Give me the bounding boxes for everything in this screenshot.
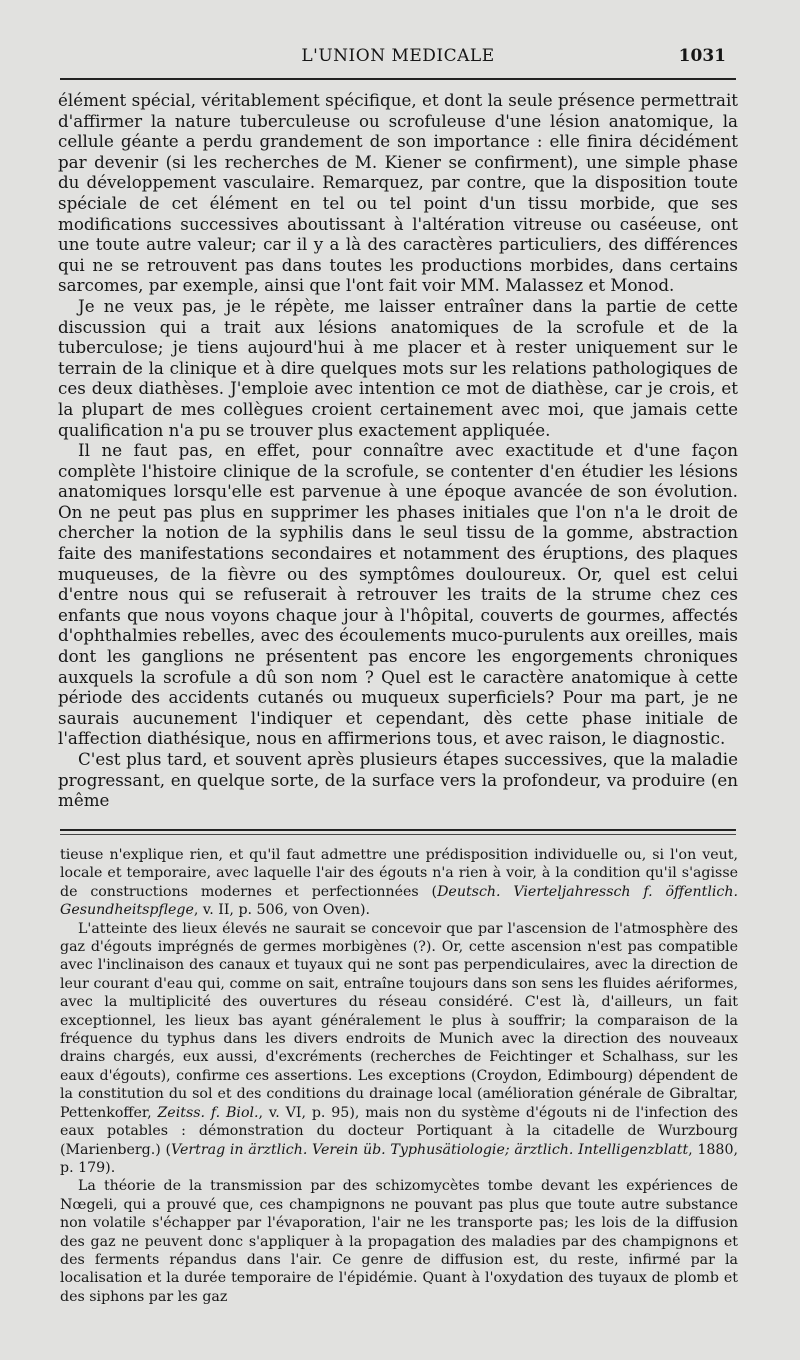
footnotes — [60, 846, 738, 1306]
footnote-rule-thin — [60, 834, 736, 835]
paragraph: Il ne faut pas, en effet, pour connaître avec exactitude et d'une façon complète l'histoire clinique de la scrofule, se contenter d'en étudier les lésions anatomiques lorsqu'elle est parvenue à une époque avancée de son évolution. On ne peut pas plus en supprimer les phases initiales que l'on n'a le droit de chercher la notion de la syphilis dans le seul tissu de la gomme, abstraction faite des manifestations secondaires et notamment des éruptions, des plaques muqueuses, de la fièvre ou des symptômes douloureux. Or, quel est celui d'entre nous qui se refuserait à retrouver les traits de la strume chez ces enfants que nous voyons chaque jour à l'hôpital, couverts de gourmes, affectés d'ophthalmies rebelles, avec des écoulements muco-purulents aux oreilles, mais dont les ganglions ne présentent pas encore les engorgements chroniques auxquels la scrofule a dû son nom ? Quel est le caractère anatomique à cette période des accidents cutanés ou muqueux superficiels? Pour ma part, je ne saurais aucunement l'indiquer et cependant, dès cette phase initiale de l'affection diathésique, nous en affirmerions tous, et avec raison, le diagnostic. — [58, 440, 738, 749]
footnote-text: tieuse n'explique rien, et qu'il faut admettre une prédisposition individuelle ou, si l'on veut, locale et temporaire, avec laquelle l'air des égouts n'a rien à voir, à la condition qu'il s'agisse de constructions modernes et perfectionnées ( — [60, 847, 738, 900]
footnote-text: La théorie de la transmission par des schizomycètes tombe devant les expériences de Nœgeli, qui a prouvé que, ces champignons ne pouvant pas plus que toute autre substance non volatile s'échapper par l'évaporation, l'air ne les transporte pas; les lois de la diffusion des gaz ne peuvent donc s'appliquer à la propagation des maladies par des champignons et des ferments répandus dans l'air. Ce genre de diffusion est, du reste, infirmé par la localisation et la durée temporaire de l'épidémie. Quant à l'oxydation des tuyaux de plomb et des siphons par les gaz — [60, 1178, 738, 1305]
footnote-text: , 1880, p. 179). — [60, 1141, 738, 1176]
footnote-paragraph — [60, 1177, 738, 1306]
footnote-text: , v. II, p. 506, von Oven). — [193, 902, 371, 919]
journal-title: L'UNION MEDICALE — [301, 46, 495, 66]
page-number: 1031 — [678, 46, 726, 66]
main-text — [58, 90, 738, 811]
citation-title: Zeitss. f. Biol. — [157, 1104, 259, 1121]
citation-title: Vertrag in ärztlich. Verein üb. Typhusätiologie; ärztlich. Intelligenzblatt — [171, 1141, 689, 1158]
running-head — [60, 46, 736, 76]
footnote-rule — [60, 829, 736, 831]
paragraph: C'est plus tard, et souvent après plusieurs étapes successives, que la maladie progressant, en quelque sorte, de la surface vers la profondeur, va produire (en même — [58, 749, 738, 811]
footnote-paragraph — [60, 846, 738, 920]
footnote-paragraph — [60, 920, 738, 1178]
header-rule — [60, 78, 736, 80]
citation-title: Deutsch. Vierteljahressch f. öffentlich. Gesundheitspflege — [60, 883, 738, 919]
paragraph: élément spécial, véritablement spécifique, et dont la seule présence permettrait d'affirmer la nature tuberculeuse ou scrofuleuse d'une lésion anatomique, la cellule géante a perdu grandement de son importance : elle finira décidément par devenir (si les recherches de M. Kiener se confirment), une simple phase du développement vasculaire. Remarquez, par contre, que la disposition toute spéciale de cet élément en tel ou tel point d'un tissu morbide, que ses modifications successives aboutissant à l'altération vitreuse ou caséeuse, ont une toute autre valeur; car il y a là des caractères particuliers, des différences qui ne se retrouvent pas dans toutes les productions morbides, dans certains sarcomes, par exemple, ainsi que l'ont fait voir MM. Malassez et Monod. — [58, 90, 738, 296]
footnote-text: L'atteinte des lieux élevés ne saurait se concevoir que par l'ascension de l'atmosphère des gaz d'égouts imprégnés de germes morbigènes (?). Or, cette ascension n'est pas compatible avec l'inclinaison des canaux et tuyaux qui ne sont pas perpendiculaires, avec la direction de leur courant d'eau qui, comme on sait, entraîne toujours dans son sens les fluides aériformes, avec la multiplicité des ouvertures du réseau considéré. C'est là, d'ailleurs, un fait exceptionnel, les lieux bas ayant généralement le plus à souffrir; la comparaison de la fréquence du typhus dans les divers endroits de Munich avec la direction des nouveaux drains chargés, eux aussi, d'excréments (recherches de Feichtinger et Schalhass, sur les eaux d'égouts), confirme ces assertions. Les exceptions (Croydon, Edimbourg) dépendent de la constitution du sol et des conditions du drainage local (amélioration générale de Gibraltar, Pettenkoffer, — [60, 920, 738, 1121]
paragraph: Je ne veux pas, je le répète, me laisser entraîner dans la partie de cette discussion qui a trait aux lésions anatomiques de la scrofule et de la tuberculose; je tiens aujourd'hui à me placer et à rester uniquement sur le terrain de la clinique et à dire quelques mots sur les relations pathologiques de ces deux diathèses. J'emploie avec intention ce mot de diathèse, car je crois, et la plupart de mes collègues croient certainement avec moi, que jamais cette qualification n'a pu se trouver plus exactement appliquée. — [58, 295, 738, 440]
footnote-text: , v. VI, p. 95), mais non du système d'égouts ni de l'infection des eaux potables : démonstration du docteur Portiquant à la citadelle de Wurzbourg (Marienberg.) ( — [60, 1104, 738, 1158]
